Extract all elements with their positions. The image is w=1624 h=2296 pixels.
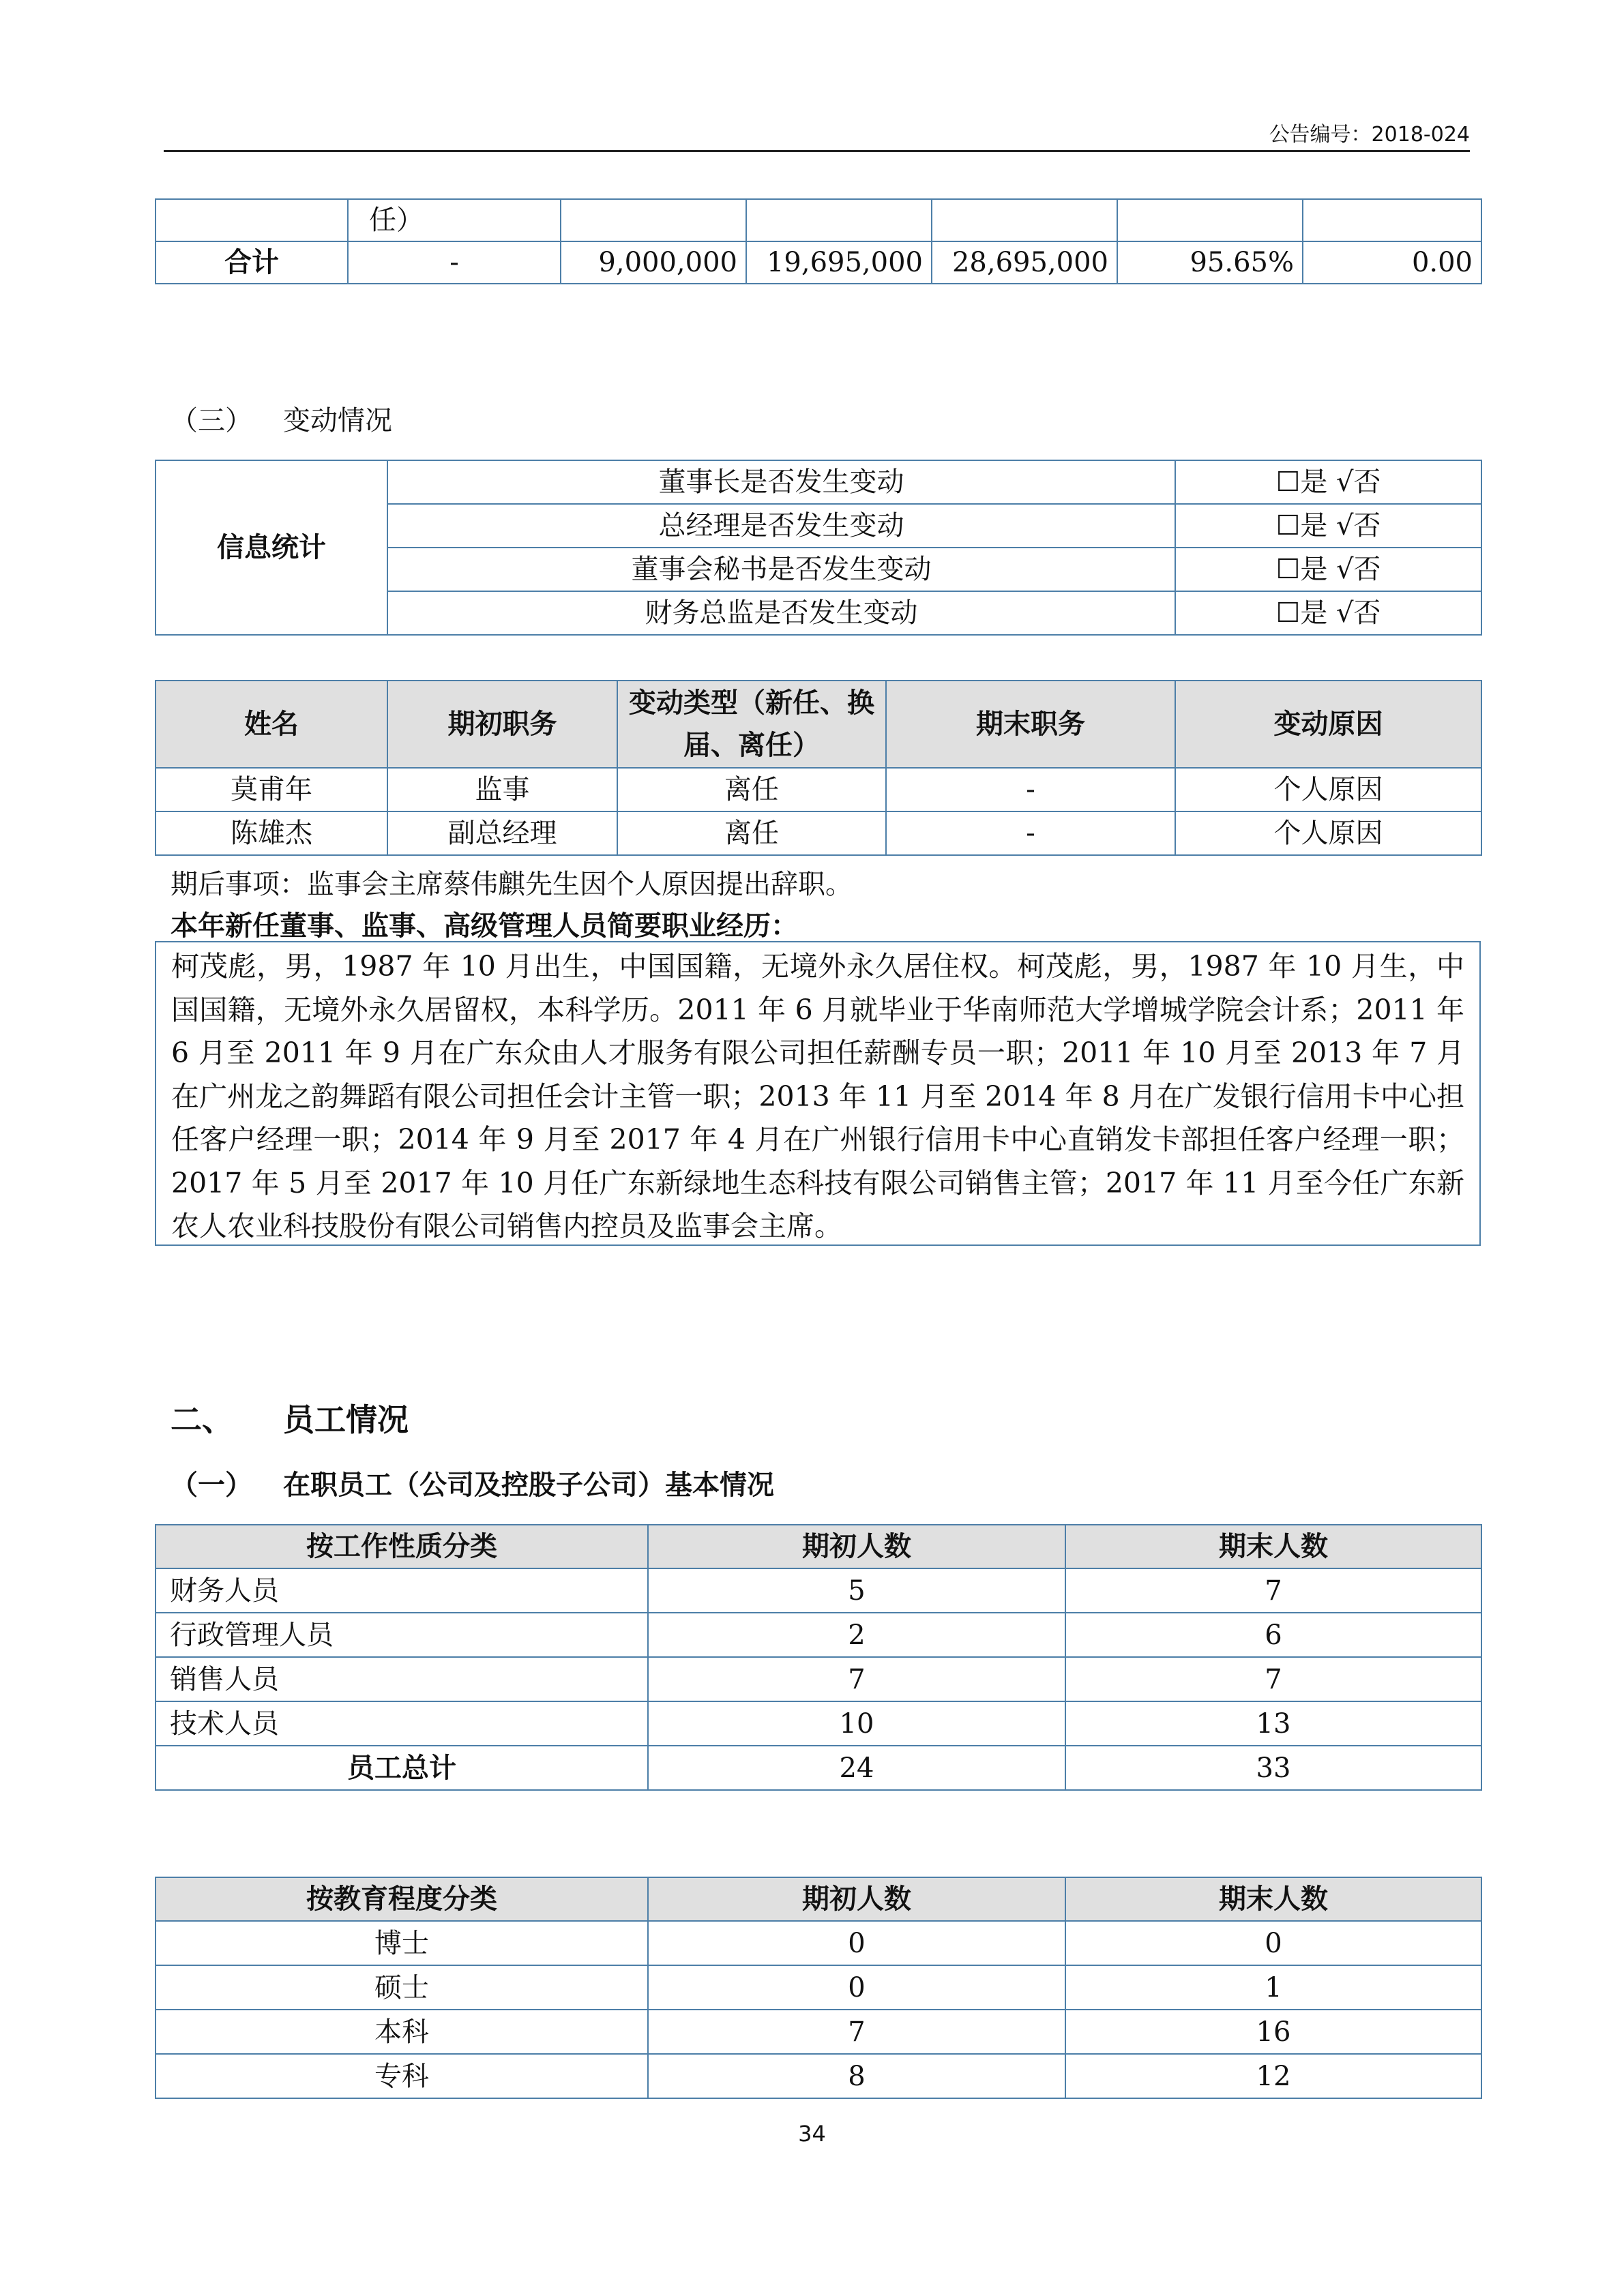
column-header: 期末职务: [886, 681, 1175, 768]
section-title: 员工情况: [283, 1401, 409, 1438]
table-cell: 本科: [156, 2010, 648, 2054]
table-cell: 陈雄杰: [156, 811, 387, 855]
shareholding-table-tail: [155, 198, 1482, 284]
subsection-title: 在职员工（公司及控股子公司）基本情况: [283, 1470, 774, 1501]
table-cell: 副总经理: [387, 811, 617, 855]
table-cell: 行政管理人员: [156, 1613, 648, 1657]
check-question: 总经理是否发生变动: [387, 504, 1175, 548]
table-row: [156, 1921, 1481, 1965]
table-cell: 0: [1065, 1921, 1481, 1965]
table-cell: -: [886, 811, 1175, 855]
table-cell: 24: [648, 1746, 1065, 1790]
table-cell: 7: [1065, 1657, 1481, 1701]
table-row: [156, 199, 1481, 241]
check-answer: ☐是 √否: [1175, 548, 1481, 591]
subsequent-events-note: 期后事项：监事会主席蔡伟麒先生因个人原因提出辞职。: [171, 869, 853, 900]
table-cell: 专科: [156, 2054, 648, 2098]
check-answer: ☐是 √否: [1175, 460, 1481, 504]
table-cell: 5: [648, 1568, 1065, 1613]
table-cell: 8: [648, 2054, 1065, 2098]
table-cell: 离任: [617, 811, 886, 855]
table-header-row: [156, 681, 1481, 768]
table-cell: 个人原因: [1175, 811, 1481, 855]
table-cell: -: [348, 241, 561, 284]
column-header: 期末人数: [1065, 1525, 1481, 1568]
info-statistics-table: [155, 460, 1482, 636]
table-cell: 1: [1065, 1965, 1481, 2010]
column-header: 变动类型（新任、换届、离任）: [617, 681, 886, 768]
subsection-heading: [171, 1463, 774, 1502]
section-number: （三）: [171, 405, 252, 436]
table-cell: 95.65%: [1117, 241, 1303, 284]
section-title: 变动情况: [283, 405, 392, 436]
table-cell: 19,695,000: [746, 241, 932, 284]
table-cell: 博士: [156, 1921, 648, 1965]
table-row: [156, 2010, 1481, 2054]
column-header: 按工作性质分类: [156, 1525, 648, 1568]
section-number: 二、: [171, 1401, 233, 1438]
announcement-number: 公告编号：2018-024: [1269, 123, 1470, 147]
table-row: [156, 1657, 1481, 1701]
table-cell: 财务人员: [156, 1568, 648, 1613]
header-divider: [164, 150, 1470, 152]
check-question: 董事长是否发生变动: [387, 460, 1175, 504]
table-cell: 合计: [156, 241, 348, 284]
table-cell: 6: [1065, 1613, 1481, 1657]
check-answer: ☐是 √否: [1175, 504, 1481, 548]
column-header: 变动原因: [1175, 681, 1481, 768]
table-cell: 7: [1065, 1568, 1481, 1613]
column-header: 姓名: [156, 681, 387, 768]
check-question: 财务总监是否发生变动: [387, 591, 1175, 635]
table-header-row: [156, 1877, 1481, 1921]
employees-by-type-table: [155, 1524, 1482, 1791]
table-cell: 33: [1065, 1746, 1481, 1790]
column-header: 期初人数: [648, 1877, 1065, 1921]
table-cell: 9,000,000: [561, 241, 746, 284]
table-cell: 硕士: [156, 1965, 648, 2010]
table-row: [156, 2054, 1481, 2098]
bio-title: 本年新任董事、监事、高级管理人员简要职业经历：: [171, 910, 798, 942]
bio-text: 柯茂彪，男，1987 年 10 月出生，中国国籍，无境外永久居住权。柯茂彪，男，1987 年 10 月生，中国国籍，无境外永久居留权，本科学历。2011 年 6 月就毕业于华南师范大学增城学院会计系；2011 年 6 月至 2011 年 9 月在广东众由人才服务有限公司担任薪酬专员一职；2011 年 10 月至 2013 年 7 月在广州龙之韵舞蹈有限公司担任会计主管一职；2013 年 11 月至 2014 年 8 月在广发银行信用卡中心担任客户经理一职；2014 年 9 月至 2017 年 4 月在广州银行信用卡中心直销发卡部担任客户经理一职；2017 年 5 月至 2017 年 10 月任广东新绿地生态科技有限公司销售主管；2017 年 11 月至今任广东新农人农业科技股份有限公司销售内控员及监事会主席。: [155, 941, 1481, 1246]
table-cell: 16: [1065, 2010, 1481, 2054]
column-header: 按教育程度分类: [156, 1877, 648, 1921]
table-cell: 0: [648, 1965, 1065, 2010]
table-row: [156, 768, 1481, 811]
column-header: 期初人数: [648, 1525, 1065, 1568]
table-cell: 13: [1065, 1701, 1481, 1746]
table-cell: 莫甫年: [156, 768, 387, 811]
table-cell: 7: [648, 1657, 1065, 1701]
table-header-row: [156, 1525, 1481, 1568]
table-row: [156, 1568, 1481, 1613]
table-cell: 10: [648, 1701, 1065, 1746]
column-header: 期初职务: [387, 681, 617, 768]
table-cell: 销售人员: [156, 1657, 648, 1701]
employees-by-education-table: [155, 1877, 1482, 2099]
table-cell: 7: [648, 2010, 1065, 2054]
column-header: 期末人数: [1065, 1877, 1481, 1921]
table-cell: 0: [648, 1921, 1065, 1965]
check-answer: ☐是 √否: [1175, 591, 1481, 635]
table-row: [156, 811, 1481, 855]
section-heading-employees: [171, 1395, 409, 1440]
table-cell: -: [886, 768, 1175, 811]
table-cell: 监事: [387, 768, 617, 811]
table-cell: 任）: [348, 199, 561, 241]
table-cell: 12: [1065, 2054, 1481, 2098]
table-cell: 员工总计: [156, 1746, 648, 1790]
personnel-change-table: [155, 680, 1482, 856]
section-heading-changes: [171, 399, 392, 438]
table-row: [156, 460, 1481, 504]
total-row: [156, 1746, 1481, 1790]
total-row: [156, 241, 1481, 284]
table-cell: 离任: [617, 768, 886, 811]
subsection-number: （一）: [171, 1470, 252, 1501]
table-row: [156, 1613, 1481, 1657]
table-cell: 2: [648, 1613, 1065, 1657]
table-cell: 技术人员: [156, 1701, 648, 1746]
table-cell: 28,695,000: [932, 241, 1117, 284]
table-cell: 0.00: [1303, 241, 1481, 284]
info-statistics-label: 信息统计: [156, 460, 387, 635]
table-row: [156, 1701, 1481, 1746]
table-cell: 个人原因: [1175, 768, 1481, 811]
page-number: 34: [798, 2121, 826, 2147]
check-question: 董事会秘书是否发生变动: [387, 548, 1175, 591]
table-row: [156, 1965, 1481, 2010]
